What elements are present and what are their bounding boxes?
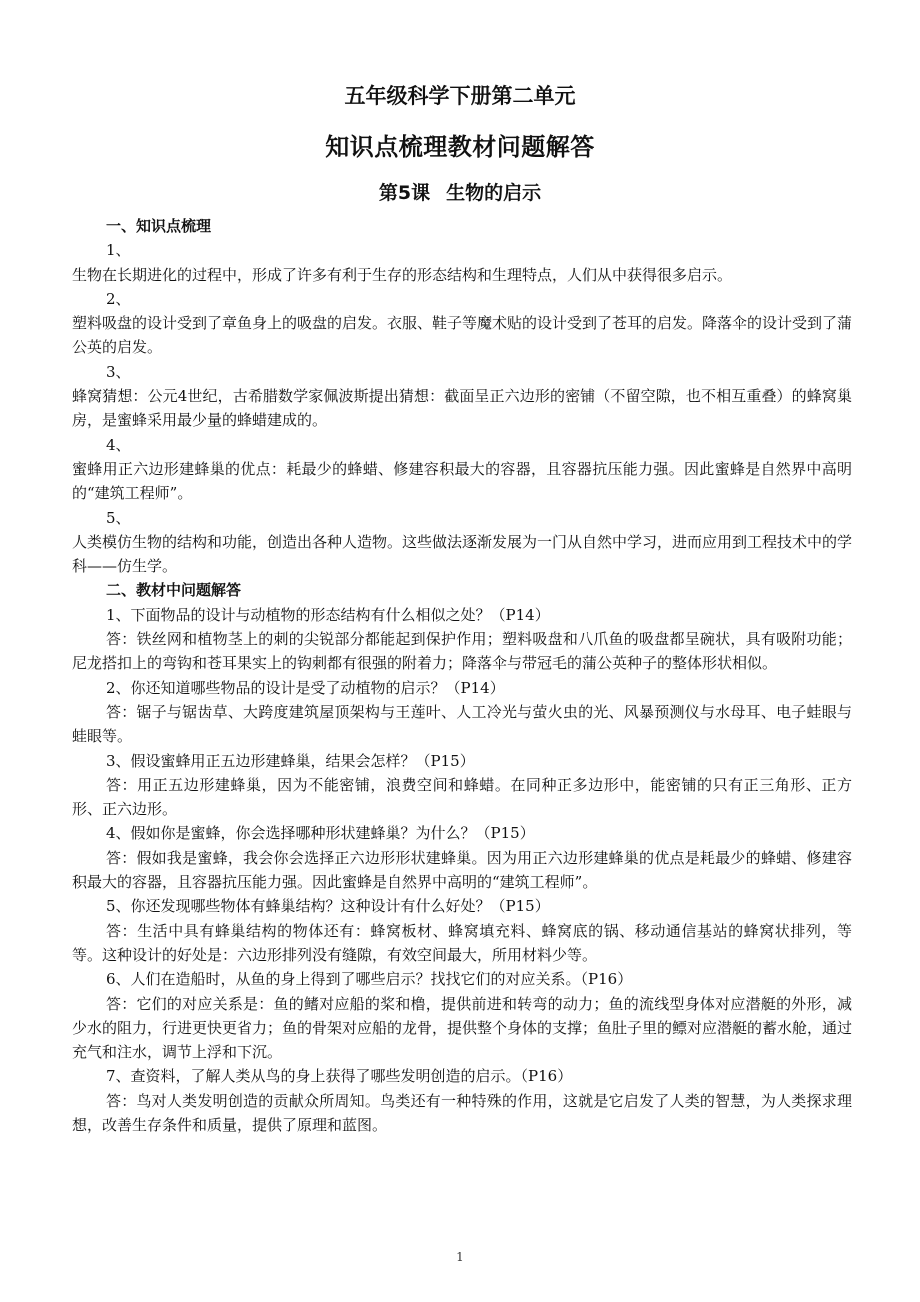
question: 5、你还发现哪些物体有蜂巢结构？这种设计有什么好处？（P15） bbox=[106, 897, 550, 916]
section-heading-knowledge: 一、知识点梳理 bbox=[106, 217, 212, 235]
knowledge-item-number: 3、 bbox=[106, 362, 131, 381]
answer: 答：铁丝网和植物茎上的刺的尖锐部分都能起到保护作用；塑料吸盘和八爪鱼的吸盘都呈碗状，具有吸附功能；尼龙搭扣上的弯钩和苍耳果实上的钩刺都有很强的附着力；降落伞与带冠毛的蒲公英种子的整体形状相似。 bbox=[72, 630, 852, 673]
knowledge-item-number: 5、 bbox=[106, 508, 131, 527]
doc-title-line2: 知识点梳理教材问题解答 bbox=[325, 133, 595, 161]
answer: 答：鸟对人类发明创造的贡献众所周知。鸟类还有一种特殊的作用，这就是它启发了人类的智慧，为人类探求理想，改善生存条件和质量，提供了原理和蓝图。 bbox=[72, 1091, 852, 1134]
question: 1、下面物品的设计与动植物的形态结构有什么相似之处？（P14） bbox=[106, 605, 550, 624]
knowledge-item-text: 蜂窝猜想：公元4世纪，古希腊数学家佩波斯提出猜想：截面呈正六边形的密铺（不留空隙，也不相互重叠）的蜂窝巢房，是蜜蜂采用最少量的蜂蜡建成的。 bbox=[72, 387, 852, 430]
knowledge-item-text: 人类模仿生物的结构和功能，创造出各种人造物。这些做法逐渐发展为一门从自然中学习，进而应用到工程技术中的学科——仿生学。 bbox=[72, 532, 853, 576]
lesson-number: 第5课 bbox=[378, 182, 431, 204]
knowledge-item-number: 1、 bbox=[106, 241, 131, 260]
question: 4、假如你是蜜蜂，你会选择哪种形状建蜂巢？为什么？（P15） bbox=[106, 824, 535, 843]
answer: 答：假如我是蜜蜂，我会你会选择正六边形形状建蜂巢。因为用正六边形建蜂巢的优点是耗最少的蜂蜡、修建容积最大的容器，且容器抗压能力强。因此蜜蜂是自然界中高明的“建筑工程师”。 bbox=[72, 848, 852, 892]
knowledge-item-text: 塑料吸盘的设计受到了章鱼身上的吸盘的启发。衣服、鞋子等魔术贴的设计受到了苍耳的启发。降落伞的设计受到了蒲公英的启发。 bbox=[72, 314, 853, 357]
answer: 答：生活中具有蜂巢结构的物体还有：蜂窝板材、蜂窝填充料、蜂窝底的锅、移动通信基站的蜂窝状排列，等等。这种设计的好处是：六边形排列没有缝隙，有效空间最大，所用材料少等。 bbox=[72, 921, 852, 964]
question: 2、你还知道哪些物品的设计是受了动植物的启示？（P14） bbox=[106, 678, 505, 697]
page-number: 1 bbox=[456, 1250, 464, 1264]
question: 3、假设蜜蜂用正五边形建蜂巢，结果会怎样？（P15） bbox=[106, 751, 475, 770]
question: 7、查资料，了解人类从鸟的身上获得了哪些发明创造的启示。（P16） bbox=[106, 1067, 573, 1086]
document-body bbox=[72, 214, 852, 1137]
answer: 答：锯子与锯齿草、大跨度建筑屋顶架构与王莲叶、人工冷光与萤火虫的光、风暴预测仪与水母耳、电子蛙眼与蛙眼等。 bbox=[72, 702, 852, 746]
knowledge-item-number: 2、 bbox=[106, 289, 131, 308]
lesson-name: 生物的启示 bbox=[446, 182, 542, 204]
answer: 答：用正五边形建蜂巢，因为不能密铺，浪费空间和蜂蜡。在同种正多边形中，能密铺的只有正三角形、正方形、正六边形。 bbox=[72, 775, 852, 819]
knowledge-item-number: 4、 bbox=[106, 435, 131, 454]
knowledge-item-text: 蜜蜂用正六边形建蜂巢的优点：耗最少的蜂蜡、修建容积最大的容器，且容器抗压能力强。因此蜜蜂是自然界中高明的“建筑工程师”。 bbox=[72, 459, 852, 503]
lesson-title bbox=[0, 178, 920, 205]
doc-title-line1: 五年级科学下册第二单元 bbox=[344, 84, 576, 108]
question: 6、人们在造船时，从鱼的身上得到了哪些启示？找找它们的对应关系。（P16） bbox=[106, 970, 633, 989]
knowledge-item-text: 生物在长期进化的过程中，形成了许多有利于生存的形态结构和生理特点，人们从中获得很多启示。 bbox=[72, 265, 733, 284]
section-heading-qa: 二、教材中问题解答 bbox=[106, 581, 242, 600]
answer: 答：它们的对应关系是：鱼的鳍对应船的桨和橹，提供前进和转弯的动力；鱼的流线型身体对应潜艇的外形，减少水的阻力，行进更快更省力；鱼的骨架对应船的龙骨，提供整个身体的支撑；鱼肚子里的鳔对应潜艇的蓄水舱，通过充气和注水，调节上浮和下沉。 bbox=[72, 994, 853, 1062]
